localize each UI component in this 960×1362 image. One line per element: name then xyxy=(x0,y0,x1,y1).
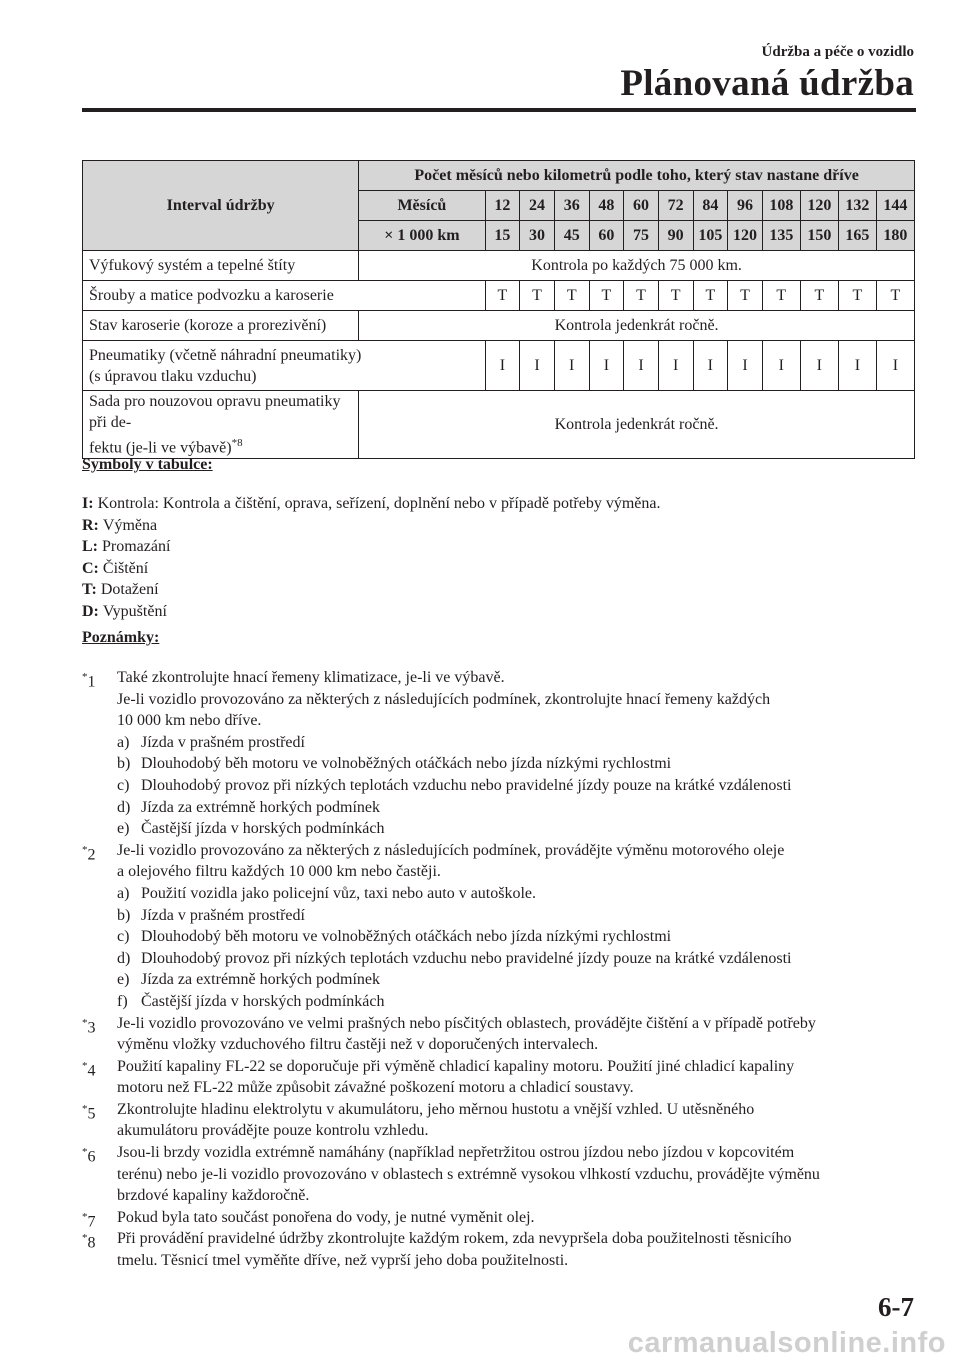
legend-text: Dotažení xyxy=(100,581,159,598)
km-cell: 90 xyxy=(658,221,693,251)
row-cell: T xyxy=(762,281,800,311)
legend-key: R: xyxy=(82,516,99,534)
note-6 xyxy=(82,1142,918,1207)
page-title: Plánovaná údržba xyxy=(620,63,914,104)
row-label: Stav karoserie (koroze a prorezivění) xyxy=(83,311,359,341)
legend-item xyxy=(82,493,661,515)
note-5 xyxy=(82,1099,918,1142)
legend-text: Promazání xyxy=(102,538,171,555)
month-cell: 144 xyxy=(876,191,914,221)
note-subitem: c) Dlouhodobý běh motoru ve volnoběžných otáčkách nebo jízda nízkými rychlostmi xyxy=(117,928,672,946)
notes-list xyxy=(82,667,918,1272)
header-rule xyxy=(82,108,916,112)
note-4 xyxy=(82,1056,918,1099)
month-cell: 12 xyxy=(485,191,520,221)
row-cell: T xyxy=(624,281,659,311)
note-marker: *4 xyxy=(82,1059,96,1080)
note-line: terénu) nebo je-li vozidlo provozováno v oblastech s extrémně vysokou vlhkostí vzduchu, provádějte výměnu xyxy=(117,1165,820,1183)
note-subitem: a) Použití vozidla jako policejní vůz, taxi nebo auto v autoškole. xyxy=(117,884,537,902)
row-cell: I xyxy=(800,341,838,391)
symbols-heading: Symboly v tabulce: xyxy=(82,456,213,473)
note-line: motoru než FL-22 může způsobit závažné poškození motoru a chladicí soustavy. xyxy=(117,1079,634,1097)
legend-text: Kontrola: Kontrola a čištění, oprava, seřízení, doplnění nebo v případě potřeby výměna. xyxy=(97,495,661,512)
month-cell: 48 xyxy=(589,191,624,221)
note-marker: *6 xyxy=(82,1146,96,1166)
month-cell: 36 xyxy=(554,191,589,221)
row-cell: T xyxy=(520,281,555,311)
note-line: tmelu. Těsnicí tmel vyměňte dříve, než vyprší jeho doba použitelnosti. xyxy=(117,1252,569,1270)
table-row xyxy=(83,311,915,341)
km-cell: 60 xyxy=(589,221,624,251)
legend-item xyxy=(82,601,661,623)
km-cell: 180 xyxy=(876,221,914,251)
km-cell: 105 xyxy=(693,221,728,251)
row-span-text: Kontrola jedenkrát ročně. xyxy=(359,391,915,459)
legend-item xyxy=(82,579,661,601)
row-cell: T xyxy=(693,281,728,311)
row-span-text: Kontrola jedenkrát ročně. xyxy=(359,311,915,341)
note-marker: *5 xyxy=(82,1102,96,1123)
row-cell: I xyxy=(624,341,659,391)
note-marker: *8 xyxy=(82,1232,96,1252)
table-row xyxy=(83,391,915,459)
row-cell: I xyxy=(876,341,914,391)
note-marker: *3 xyxy=(82,1016,96,1036)
km-cell: 150 xyxy=(800,221,838,251)
month-cell: 96 xyxy=(728,191,763,221)
note-line: 10 000 km nebo dříve. xyxy=(117,712,262,730)
interval-label: Interval údržby xyxy=(83,161,359,251)
note-line: Jsou-li brzdy vozidla extrémně namáhány (například nepřetržitou ostrou jízdou nebo jízdou v kopcovitém xyxy=(117,1144,795,1162)
month-cell: 60 xyxy=(624,191,659,221)
note-line: Je-li vozidlo provozováno ve velmi prašných nebo písčitých oblastech, provádějte čištění a v případě potřeby xyxy=(117,1014,816,1032)
note-3 xyxy=(82,1013,918,1056)
section-header: Údržba a péče o vozidlo xyxy=(761,44,914,60)
row-cell: I xyxy=(520,341,555,391)
table-row xyxy=(83,251,915,281)
row-cell: T xyxy=(589,281,624,311)
symbols-legend xyxy=(82,493,661,622)
note-marker: *2 xyxy=(82,843,96,864)
table-row xyxy=(83,281,915,311)
note-marker: *1 xyxy=(82,671,96,691)
row-cell: T xyxy=(554,281,589,311)
months-label: Měsíců xyxy=(359,191,485,221)
row-cell: I xyxy=(728,341,763,391)
km-cell: 30 xyxy=(520,221,555,251)
table-row xyxy=(83,341,915,391)
note-subitem: e) Jízda za extrémně horkých podmínek xyxy=(117,971,381,989)
legend-key: L: xyxy=(82,538,98,555)
note-1 xyxy=(82,667,918,840)
month-cell: 24 xyxy=(520,191,555,221)
km-label: × 1 000 km xyxy=(359,221,485,251)
row-label-line: Sada pro nouzovou opravu pneumatiky při de- xyxy=(89,393,341,431)
note-line: Je-li vozidlo provozováno za některých z následujících podmínek, provádějte výměnu motorového oleje xyxy=(117,841,785,859)
note-line: Při provádění pravidelné údržby zkontrolujte každým rokem, zda nevypršela doba použitelnosti těsnicího xyxy=(117,1230,792,1248)
legend-text: Výměna xyxy=(102,516,158,534)
top-header: Počet měsíců nebo kilometrů podle toho, který stav nastane dříve xyxy=(359,161,915,191)
legend-key: I: xyxy=(82,495,94,512)
row-cell: I xyxy=(589,341,624,391)
legend-key: T: xyxy=(82,581,97,598)
row-cell: I xyxy=(658,341,693,391)
km-cell: 120 xyxy=(728,221,763,251)
note-line: Zkontrolujte hladinu elektrolytu v akumulátoru, jeho měrnou hustotu a vnější vzhled. U utěsněného xyxy=(117,1100,755,1118)
legend-item xyxy=(82,515,661,537)
row-cell: T xyxy=(485,281,520,311)
row-cell: T xyxy=(800,281,838,311)
row-cell: I xyxy=(762,341,800,391)
km-cell: 45 xyxy=(554,221,589,251)
km-cell: 135 xyxy=(762,221,800,251)
month-cell: 72 xyxy=(658,191,693,221)
row-label xyxy=(83,391,359,459)
legend-text: Vypuštění xyxy=(102,602,167,620)
note-7 xyxy=(82,1207,918,1229)
row-cell: I xyxy=(838,341,876,391)
row-label-line: (s úpravou tlaku vzduchu) xyxy=(89,367,257,385)
legend-key: D: xyxy=(82,602,99,620)
note-ref: *8 xyxy=(231,437,243,449)
note-line: Použití kapaliny FL-22 se doporučuje při výměně chladicí kapaliny motoru. Použití jiné chladicí kapaliny xyxy=(117,1057,795,1075)
note-subitem: b) Jízda v prašném prostředí xyxy=(117,906,305,924)
note-marker: *7 xyxy=(82,1210,96,1231)
note-subitem: d) Dlouhodobý provoz při nízkých teplotách vzduchu nebo pravidelné jízdy pouze na krátké vzdálenosti xyxy=(117,949,792,967)
note-line: Je-li vozidlo provozováno za některých z následujících podmínek, zkontrolujte hnací řemeny každých xyxy=(117,690,771,708)
row-label xyxy=(83,341,486,391)
note-subitem: c) Dlouhodobý provoz při nízkých teplotách vzduchu nebo pravidelné jízdy pouze na krátké vzdálenosti xyxy=(117,776,792,794)
row-cell: I xyxy=(485,341,520,391)
notes-heading: Poznámky: xyxy=(82,629,160,646)
row-cell: T xyxy=(658,281,693,311)
maintenance-table xyxy=(82,160,915,459)
km-cell: 165 xyxy=(838,221,876,251)
row-cell: I xyxy=(554,341,589,391)
row-label-line: Pneumatiky (včetně náhradní pneumatiky) xyxy=(89,346,362,364)
note-8 xyxy=(82,1228,918,1271)
note-line: výměnu vložky vzduchového filtru častěji než v doporučených intervalech. xyxy=(117,1036,599,1054)
table-header-row xyxy=(83,161,915,191)
legend-item xyxy=(82,536,661,558)
legend-text: Čištění xyxy=(102,559,149,577)
row-cell: T xyxy=(876,281,914,311)
row-label: Šrouby a matice podvozku a karoserie xyxy=(83,281,486,311)
note-subitem: d) Jízda za extrémně horkých podmínek xyxy=(117,798,381,816)
month-cell: 84 xyxy=(693,191,728,221)
legend-key: C: xyxy=(82,559,99,577)
note-line: akumulátoru provádějte pouze kontrolu vzhledu. xyxy=(117,1122,429,1140)
km-cell: 75 xyxy=(624,221,659,251)
note-subitem: b) Dlouhodobý běh motoru ve volnoběžných otáčkách nebo jízda nízkými rychlostmi xyxy=(117,755,672,773)
note-subitem: a) Jízda v prašném prostředí xyxy=(117,733,305,751)
month-cell: 120 xyxy=(800,191,838,221)
note-line: Pokud byla tato součást ponořena do vody, je nutné vyměnit olej. xyxy=(117,1208,535,1226)
note-line: brzdové kapaliny každoročně. xyxy=(117,1187,310,1205)
row-label-line: fektu (je-li ve výbavě) xyxy=(89,439,232,457)
note-2 xyxy=(82,840,918,1013)
watermark: carmanualsonline.info xyxy=(627,1327,946,1359)
month-cell: 108 xyxy=(762,191,800,221)
month-cell: 132 xyxy=(838,191,876,221)
row-cell: I xyxy=(693,341,728,391)
row-cell: T xyxy=(838,281,876,311)
page-number: 6-7 xyxy=(878,1292,914,1322)
note-line: Také zkontrolujte hnací řemeny klimatizace, je-li ve výbavě. xyxy=(117,669,505,686)
row-cell: T xyxy=(728,281,763,311)
note-line: a olejového filtru každých 10 000 km nebo častěji. xyxy=(117,863,441,881)
row-label: Výfukový systém a tepelné štíty xyxy=(83,251,359,281)
note-subitem: f) Častější jízda v horských podmínkách xyxy=(117,992,385,1010)
row-span-text: Kontrola po každých 75 000 km. xyxy=(359,251,915,281)
km-cell: 15 xyxy=(485,221,520,251)
note-subitem: e) Častější jízda v horských podmínkách xyxy=(117,820,385,838)
legend-item xyxy=(82,558,661,580)
